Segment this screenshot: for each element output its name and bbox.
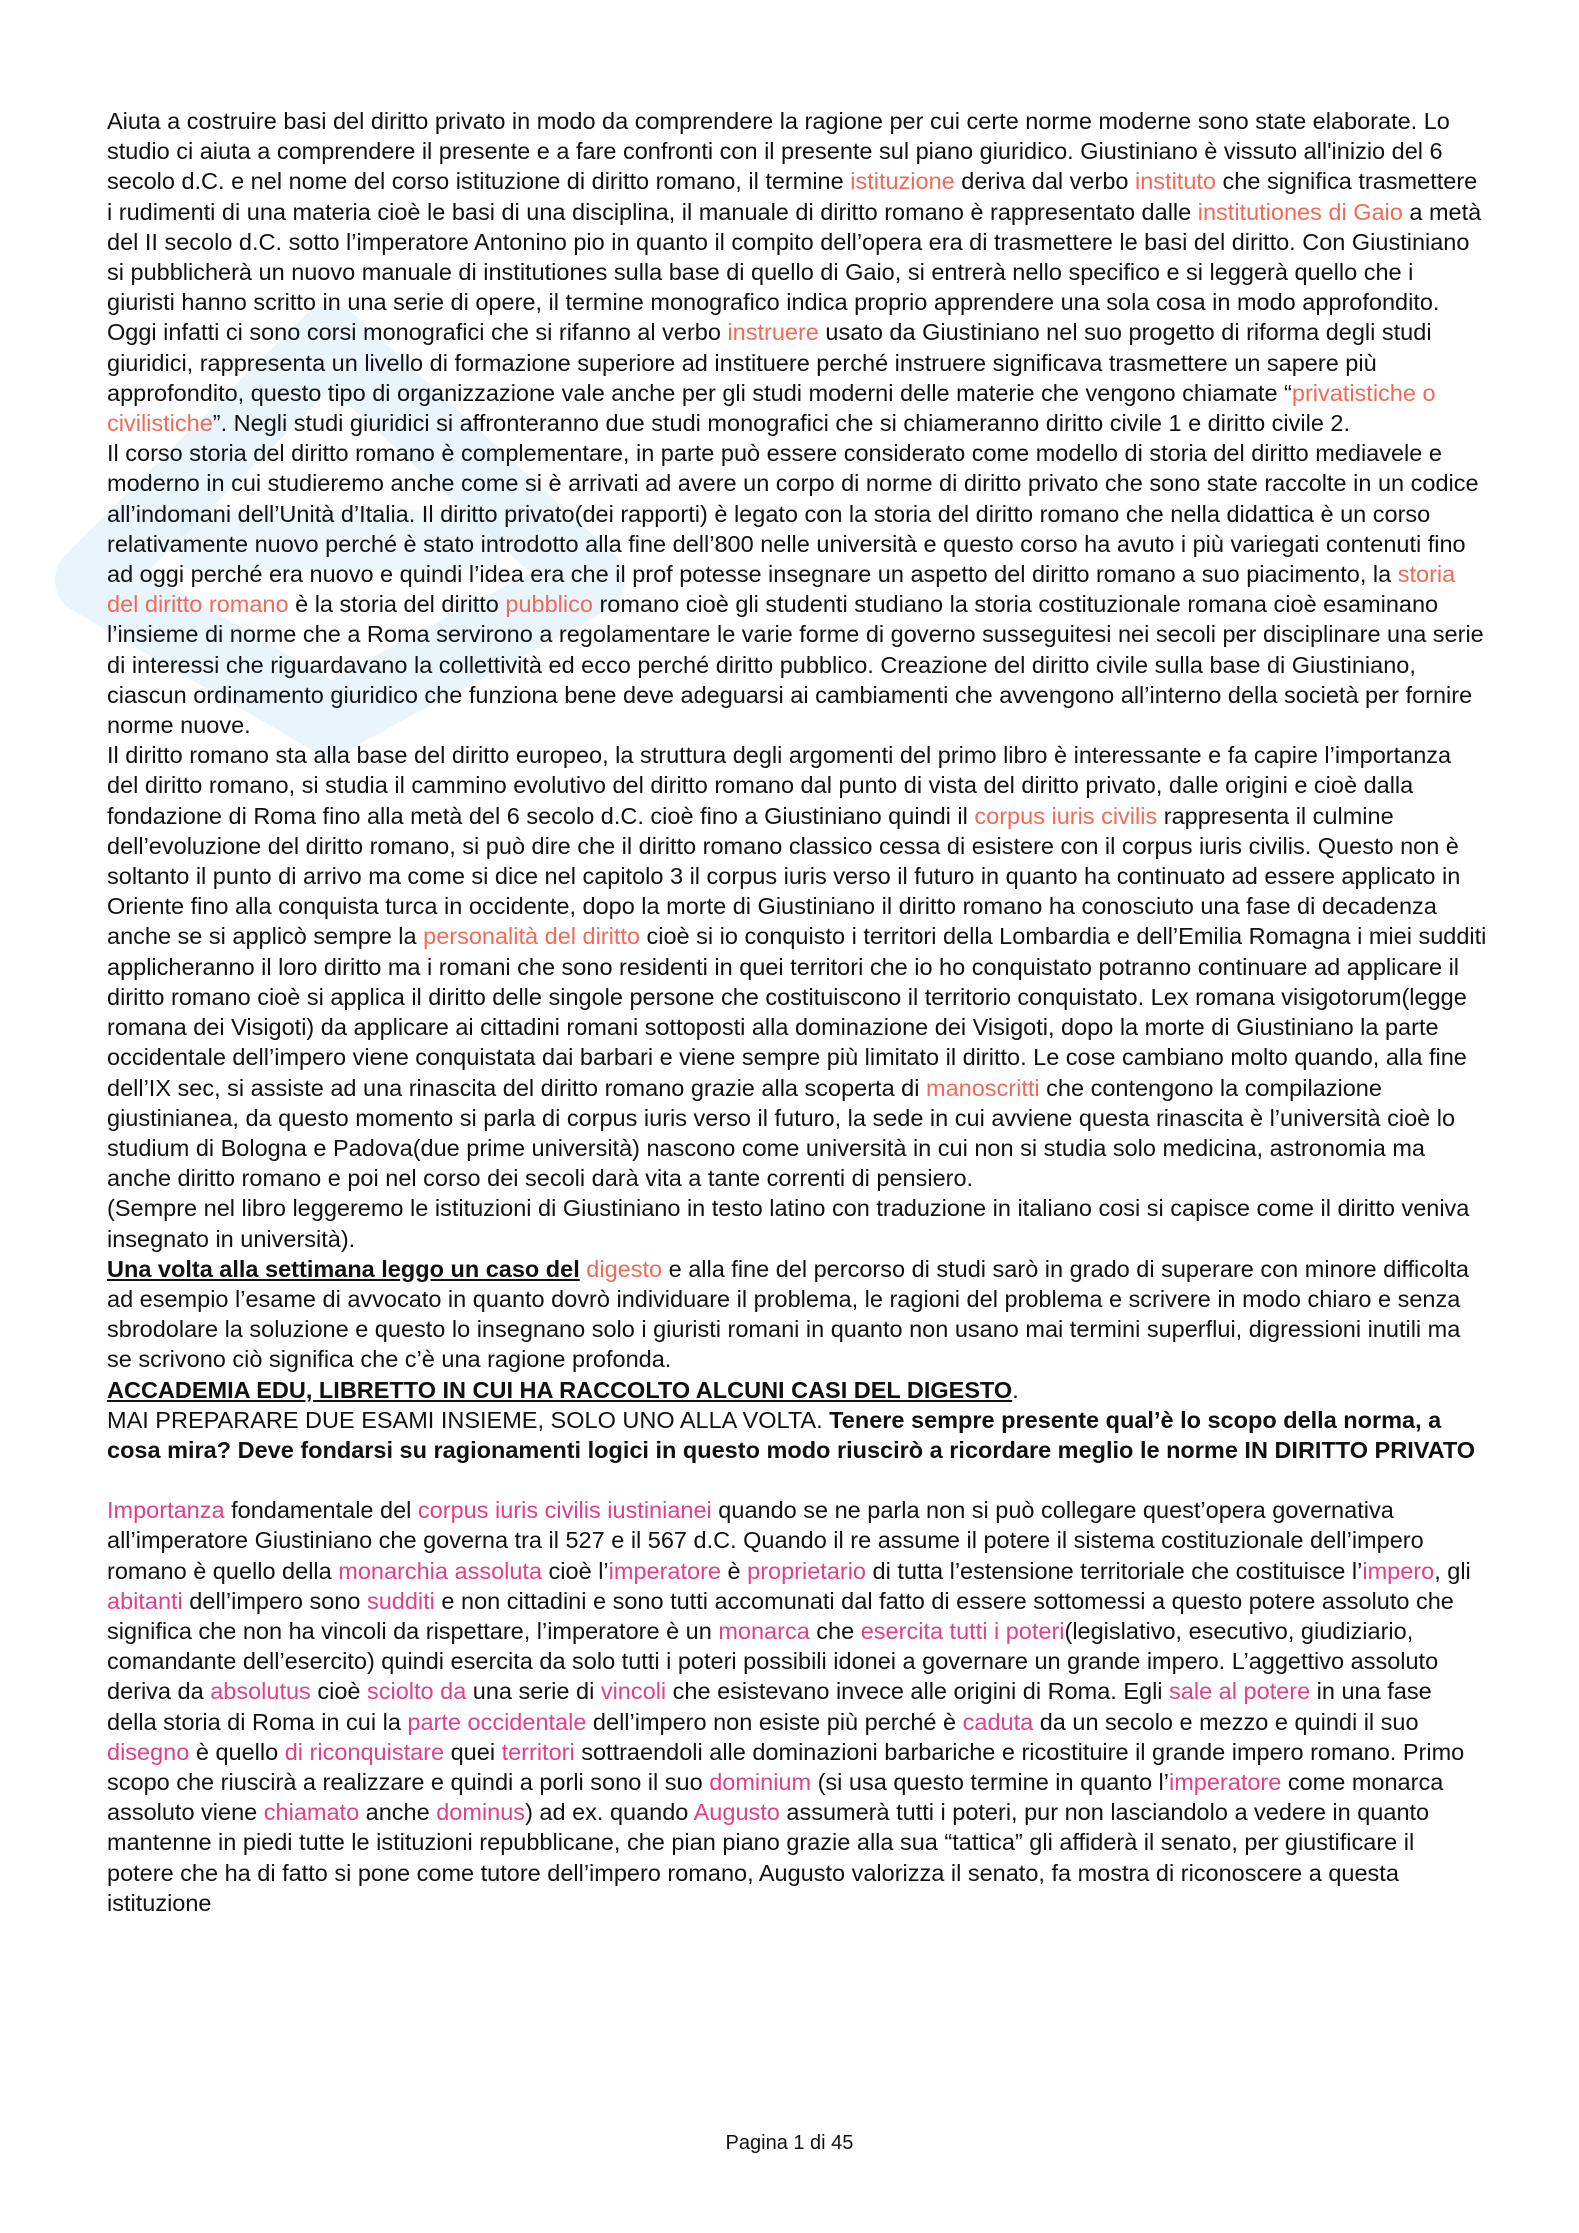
highlight-instruere: instruere [727, 319, 819, 346]
paragraph-storia: Il corso storia del diritto romano è complementare, in parte può essere considerato come modello di storia del diritto mediavele e moderno in cui studieremo anche come si è arrivati ad avere un corpo di norme di diritto privato che sono state raccolte in un codice all’indomani dell’Unità d’Italia. Il diritto privato(dei rapporti) è legato con la storia del diritto romano che nella didattica è un corso relativamente nuovo perché è stato introdotto alla fine dell’800 nelle università e questo corso ha avuto i più variegati contenuti fino ad oggi perché era nuovo e quindi l’idea era che il prof potesse insegnare un aspetto del diritto romano a suo piacimento, la storia del diritto romano è la storia del diritto pubblico romano cioè gli studenti studiano la storia costituzionale romana cioè esaminano l’insieme di norme che a Roma servirono a regolamentare le varie forme di governo susseguitesi nei secoli per disciplinare una serie di interessi che riguardavano la collettività ed ecco perché diritto pubblico. Creazione del diritto civile sulla base di Giustiniano, ciascun ordinamento giuridico che funziona bene deve adeguarsi ai cambiamenti che avvengono all’interno della società per fornire norme nuove. [107, 440, 1484, 739]
paragraph-diritto-europeo: Il diritto romano sta alla base del diritto europeo, la struttura degli argomenti del primo libro è interessante e fa capire l’importanza del diritto romano, si studia il cammino evolutivo del diritto romano dal punto di vista del diritto privato, dalle origini e cioè dalla fondazione di Roma fino alla metà del 6 secolo d.C. cioè fino a Giustiniano quindi il corpus iuris civilis rappresenta il culmine dell’evoluzione del diritto romano, si può dire che il diritto romano classico cessa di esistere con il corpus iuris civilis. Questo non è soltanto il punto di arrivo ma come si dice nel capitolo 3 il corpus iuris verso il futuro in quanto ha continuato ad essere applicato in Oriente fino alla conquista turca in occidente, dopo la morte di Giustiniano il diritto romano ha conosciuto una fase di decadenza anche se si applicò sempre la personalità del diritto cioè si io conquisto i territori della Lombardia e dell’Emilia Romagna i miei sudditi applicheranno il loro diritto ma i romani che sono residenti in quei territori che io ho conquistato potranno continuare ad applicare il diritto romano cioè si applica il diritto delle singole persone che costituiscono il territorio conquistato. Lex romana visigotorum(legge romana dei Visigoti) da applicare ai cittadini romani sottoposti alla dominazione dei Visigoti, dopo la morte di Giustiniano la parte occidentale dell’impero viene conquistata dai barbari e viene sempre più limitato il diritto. Le cose cambiano molto quando, alla fine dell’IX sec, si assiste ad una rinascita del diritto romano grazie alla scoperta di manoscritti che contengono la compilazione giustinianea, da questo momento si parla di corpus iuris verso il futuro, la sede in cui avviene questa rinascita è l’università cioè lo studium di Bologna e Padova(due prime università) nascono come università in cui non si studia solo medicina, astronomia ma anche diritto romano e poi nel corso dei secoli darà vita a tante correnti di pensiero. [107, 742, 1487, 1192]
paragraph-intro: Aiuta a costruire basi del diritto privato in modo da comprendere la ragione per cui certe norme moderne sono state elaborate. Lo studio ci aiuta a comprendere il presente e a fare confronti con il presente sul piano giuridico. Giustiniano è vissuto all'inizio del 6 secolo d.C. e nel nome del corso istituzione di diritto romano, il termine istituzione deriva dal verbo instituto che significa trasmettere i rudimenti di una materia cioè le basi di una disciplina, il manuale di diritto romano è rappresentato dalle institutiones di Gaio a metà del II secolo d.C. sotto l’imperatore Antonino pio in quanto il compito dell’opera era di trasmettere le basi del diritto. Con Giustiniano si pubblicherà un nuovo manuale di institutiones sulla base di quello di Gaio, si entrerà nello specifico e si leggerà quello che i giuristi hanno scritto in una serie di opere, il termine monografico indica proprio apprendere una sola cosa in modo approfondito. Oggi infatti ci sono corsi monografici che si rifanno al verbo instruere usato da Giustiniano nel suo progetto di riforma degli studi giuridici, rappresenta un livello di formazione superiore ad instituere perché instruere significava trasmettere un sapere più approfondito, questo tipo di organizzazione vale anche per gli studi moderni delle materie che vengono chiamate “privatistiche o civilistiche”. Negli studi giuridici si affronteranno due studi monografici che si chiameranno diritto civile 1 e diritto civile 2. [107, 108, 1482, 437]
highlight-instituto: instituto [1135, 168, 1216, 195]
paragraph-note: (Sempre nel libro leggeremo le istituzioni di Giustiniano in testo latino con traduzione in italiano cosi si capisce come il diritto veniva insegnato in università). [107, 1195, 1470, 1252]
paragraph-gap [107, 1465, 1487, 1495]
bold-scopo-norma: Tenere sempre presente qual’è lo scopo della norma, a cosa mira? Deve fondarsi su ragionamenti logici in questo modo riuscirò a ricordare meglio le norme IN DIRITTO PRIVATO [107, 1406, 1476, 1463]
paragraph-digesto: Una volta alla settimana leggo un caso del digesto e alla fine del percorso di studi sarò in grado di superare con minore difficolta ad esempio l’esame di avvocato in quanto dovrò individuare il problema, le ragioni del problema e scrivere in modo chiaro e senza sbrodolare la soluzione e questo lo insegnano solo i giuristi romani in quanto non usano mai termini superflui, digressioni inutili ma se scrivono ciò significa che c’è una ragione profonda. [107, 1255, 1469, 1373]
highlight-personalita: personalità del diritto [423, 923, 640, 950]
page-footer: Pagina 1 di 45 [725, 2132, 854, 2154]
highlight-corpus-iuris: corpus iuris civilis [974, 802, 1158, 829]
highlight-manoscritti: manoscritti [926, 1074, 1040, 1101]
highlight-storia-diritto-romano: storia del diritto romano [107, 561, 1456, 618]
highlight-institutiones-gaio: institutiones di Gaio [1197, 198, 1403, 225]
paragraph-consigli: MAI PREPARARE DUE ESAMI INSIEME, SOLO UNO ALLA VOLTA. Tenere sempre presente qual’è lo scopo della norma, a cosa mira? Deve fondarsi su ragionamenti logici in questo modo riuscirò a ricordare meglio le norme IN DIRITTO PRIVATO [107, 1406, 1476, 1463]
document-body [107, 106, 1487, 1918]
highlight-privatistiche: privatistiche o civilistiche [107, 379, 1436, 437]
highlight-istituzione: istituzione [850, 168, 955, 195]
paragraph-accademia: ACCADEMIA EDU, LIBRETTO IN CUI HA RACCOLTO ALCUNI CASI DEL DIGESTO. [107, 1376, 1019, 1403]
paragraph-importanza: Importanza fondamentale del corpus iuris civilis iustinianei quando se ne parla non si può collegare quest’opera governativa all’imperatore Giustiniano che governa tra il 527 e il 567 d.C. Quando il re assume il potere il sistema costituzionale dell’impero romano è quello della monarchia assoluta cioè l’imperatore è proprietario di tutta l’estensione territoriale che costituisce l’impero, gli abitanti dell’impero sono sudditi e non cittadini e sono tutti accomunati dal fatto di essere sottomessi a questo potere assoluto che significa che non ha vincoli da rispettare, l’imperatore è un monarca che esercita tutti i poteri(legislativo, esecutivo, giudiziario, comandante dell’esercito) quindi esercita da solo tutti i poteri possibili idonei a governare un grande impero. L’aggettivo assoluto deriva da absolutus cioè sciolto da una serie di vincoli che esistevano invece alle origini di Roma. Egli sale al potere in una fase della storia di Roma in cui la parte occidentale dell’impero non esiste più perché è caduta da un secolo e mezzo e quindi il suo disegno è quello di riconquistare quei territori sottraendoli alle dominazioni barbariche e ricostituire il grande impero romano. Primo scopo che riuscirà a realizzare e quindi a porli sono il suo dominium (si usa questo termine in quanto l’imperatore come monarca assoluto viene chiamato anche dominus) ad ex. quando Augusto assumerà tutti i poteri, pur non lasciandolo a vedere in quanto mantenne in piedi tutte le istituzioni repubblicane, che pian piano grazie alla sua “tattica” gli affiderà il senato, per giustificare il potere che ha di fatto si pone come tutore dell’impero romano, Augusto valorizza il senato, fa mostra di riconoscere a questa istituzione [107, 1497, 1471, 1916]
bold-underline-text: Una volta alla settimana leggo un caso del [107, 1255, 580, 1282]
bold-underline-accademia: ACCADEMIA EDU, LIBRETTO IN CUI HA RACCOLTO ALCUNI CASI DEL DIGESTO [107, 1376, 1013, 1403]
highlight-pubblico: pubblico [505, 591, 593, 618]
highlight-digesto: digesto [586, 1255, 663, 1282]
